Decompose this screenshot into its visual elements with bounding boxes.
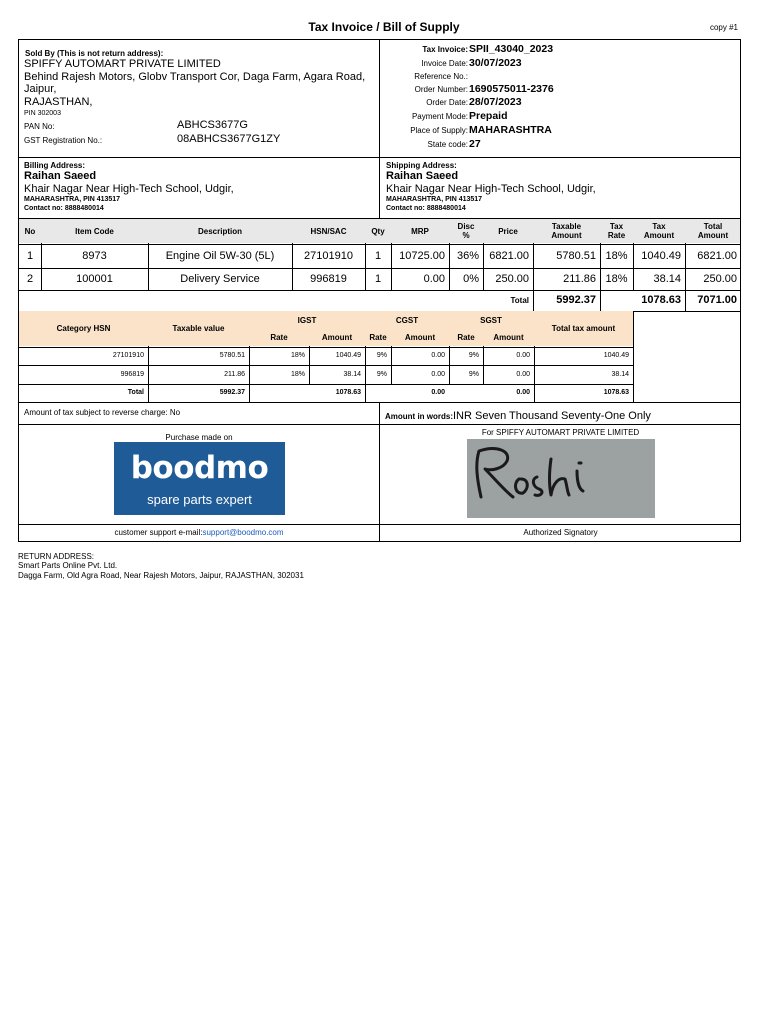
col-tax-rate-line2: Rate [607,231,626,240]
signature-stroke [467,439,655,518]
shipping-contact: Contact no: 8888480014 [386,205,466,212]
col-tax-amount [633,219,685,243]
amount-in-words [385,406,651,424]
reference-label: Reference No.: [414,72,468,81]
page-title: Tax Invoice / Bill of Supply [308,20,460,34]
tax-cgst-amount: 0.00 [431,370,445,378]
tax-igst-rate: 18% [290,351,305,359]
support-email-link[interactable]: support@boodmo.com [202,528,284,537]
payment-mode-value: Prepaid [469,110,508,122]
tax-sgst-amount: 0.00 [516,370,530,378]
item-tax-amount: 38.14 [653,272,681,285]
amount-in-words-label: Amount in words: [385,412,453,421]
tax-igst-amount: 38.14 [343,370,361,378]
col-taxable [533,219,600,243]
col-qty: Qty [371,226,385,236]
boodmo-logo [114,442,285,515]
item-total: 6821.00 [697,249,737,262]
tax-col-category: Category HSN [56,324,111,333]
tax-col-cgst: CGST [395,315,419,325]
item-qty: 1 [374,272,382,285]
items-total-amount: 7071.00 [697,294,737,306]
col-item-code: Item Code [75,226,114,236]
item-no: 1 [26,249,34,262]
igst-rate-header: Rate [270,333,288,342]
col-disc-line1: Disc [457,222,475,231]
place-of-supply-label: Place of Supply: [410,126,468,135]
billing-name: Raihan Saeed [24,170,97,182]
tax-total-sgst: 0.00 [516,389,530,396]
item-taxable: 211.86 [563,272,596,285]
tax-col-sgst: SGST [480,315,502,325]
shipping-state-pin: MAHARASHTRA, PIN 413517 [386,196,483,203]
col-total-amount [685,219,741,243]
invoice-date-value: 30/07/2023 [469,57,522,69]
tax-total-label: Total [127,389,144,396]
brand-name: boodmo [130,450,269,486]
item-no: 2 [26,272,34,285]
col-mrp: MRP [411,226,429,236]
billing-heading: Billing Address: [24,161,86,170]
brand-tagline: spare parts expert [147,492,252,507]
col-tax-rate [600,219,633,243]
reverse-charge-note: Amount of tax subject to reverse charge: No [24,408,181,417]
item-description: Engine Oil 5W-30 (5L) [165,249,275,262]
state-code-label: State code: [427,140,468,149]
billing-contact: Contact no: 8888480014 [24,205,104,212]
tax-col-igst: IGST [297,315,317,325]
tax-hsn: 996819 [120,370,144,378]
shipping-address: Khair Nagar Near High-Tech School, Udgir, [386,183,596,195]
tax-total-igst: 1078.63 [335,389,361,396]
col-no: No [24,226,36,236]
item-mrp: 0.00 [423,272,445,285]
items-total-label: Total [510,295,529,305]
return-name: Smart Parts Online Pvt. Ltd. [18,561,118,570]
tax-igst-rate: 18% [290,370,305,378]
items-total-tax-amount: 1078.63 [641,294,681,306]
tax-col-total-tax: Total tax amount [551,324,616,333]
support-label: customer support e-mail: [114,528,203,537]
tax-total-tax: 38.14 [611,370,629,378]
col-tax-rate-line1: Tax [609,222,624,231]
state-code-value: 27 [469,138,481,150]
cgst-rate-header: Rate [369,333,387,342]
item-hsn: 996819 [310,272,347,285]
seller-state: RAJASTHAN, [24,96,93,108]
tax-invoice-label: Tax Invoice: [422,45,468,54]
shipping-heading: Shipping Address: [386,161,457,170]
item-item-code: 8973 [82,249,107,262]
tax-total-tax: 1040.49 [603,351,629,359]
for-company: For SPIFFY AUTOMART PRIVATE LIMITED [481,428,640,437]
col-taxable-line1: Taxable [551,222,582,231]
igst-amount-header: Amount [321,333,353,342]
tax-cgst-amount: 0.00 [431,351,445,359]
seller-address-line1: Behind Rajesh Motors, Globv Transport Cor, Daga Farm, Agara Road, [24,71,366,83]
tax-hsn: 27101910 [112,351,144,359]
signature-image [467,439,655,518]
tax-igst-amount: 1040.49 [335,351,361,359]
pan-value: ABHCS3677G [177,119,248,131]
col-description: Description [197,226,242,236]
item-qty: 1 [374,249,382,262]
item-hsn: 27101910 [304,249,353,262]
col-total-line1: Total [703,222,723,231]
item-price: 250.00 [495,272,529,285]
shipping-name: Raihan Saeed [386,170,459,182]
sgst-rate-header: Rate [457,333,475,342]
col-hsn: HSN/SAC [310,226,347,236]
col-taxable-line2: Amount [551,231,582,240]
col-price: Price [498,226,518,236]
item-tax-rate: 18% [605,249,628,262]
items-total-taxable: 5992.37 [556,294,596,306]
support-line [19,528,379,537]
return-address: Dagga Farm, Old Agra Road, Near Rajesh Motors, Jaipur, RAJASTHAN, 302031 [18,571,304,580]
item-item-code: 100001 [76,272,113,285]
order-number-value: 1690575011-2376 [469,83,554,95]
gst-label: GST Registration No.: [24,136,103,145]
tax-invoice-value: SPII_43040_2023 [469,43,554,55]
sgst-amount-header: Amount [493,333,524,342]
col-disc-line2: % [462,231,470,240]
payment-mode-label: Payment Mode: [411,112,468,121]
copy-label: copy #1 [709,23,738,32]
return-heading: RETURN ADDRESS: [18,552,95,561]
item-tax-amount: 1040.49 [641,249,681,262]
tax-cgst-rate: 9% [376,370,387,378]
tax-total-cgst: 0.00 [431,389,445,396]
col-tax-amount-line2: Amount [643,231,675,240]
item-disc: 36% [456,249,479,262]
col-tax-amount-line1: Tax [652,222,666,231]
order-number-label: Order Number: [414,85,468,94]
seller-heading: Sold By (This is not return address): [25,49,164,58]
tax-total-taxable: 5992.37 [219,389,245,396]
pan-label: PAN No: [24,122,55,131]
tax-taxable: 211.86 [224,370,245,378]
tax-col-taxable: Taxable value [172,324,225,333]
cgst-amount-header: Amount [404,333,436,342]
tax-sgst-amount: 0.00 [516,351,530,359]
seller-pin: PIN 302003 [24,110,61,117]
order-date-value: 28/07/2023 [469,96,522,108]
purchase-made-on: Purchase made on [165,433,233,442]
item-taxable: 5780.51 [556,249,596,262]
authorized-signatory: Authorized Signatory [523,528,598,537]
place-of-supply-value: MAHARASHTRA [469,124,552,136]
col-disc [449,219,483,243]
invoice-date-label: Invoice Date: [421,59,468,68]
billing-state-pin: MAHARASHTRA, PIN 413517 [24,196,121,203]
seller-address-line2: Jaipur, [24,83,57,95]
billing-address: Khair Nagar Near High-Tech School, Udgir, [24,183,234,195]
order-date-label: Order Date: [426,98,468,107]
tax-sgst-rate: 9% [468,351,479,359]
item-mrp: 10725.00 [399,249,445,262]
tax-cgst-rate: 9% [376,351,387,359]
item-description: Delivery Service [180,272,260,285]
col-total-line2: Amount [697,231,729,240]
tax-sgst-rate: 9% [468,370,479,378]
item-price: 6821.00 [489,249,529,262]
amount-in-words-value: INR Seven Thousand Seventy-One Only [453,410,651,422]
tax-taxable: 5780.51 [219,351,245,359]
seller-name: SPIFFY AUTOMART PRIVATE LIMITED [24,58,221,70]
item-total: 250.00 [703,272,737,285]
item-disc: 0% [463,272,479,285]
tax-total-amount: 1078.63 [603,389,629,396]
item-tax-rate: 18% [605,272,628,285]
gst-value: 08ABHCS3677G1ZY [177,133,281,145]
